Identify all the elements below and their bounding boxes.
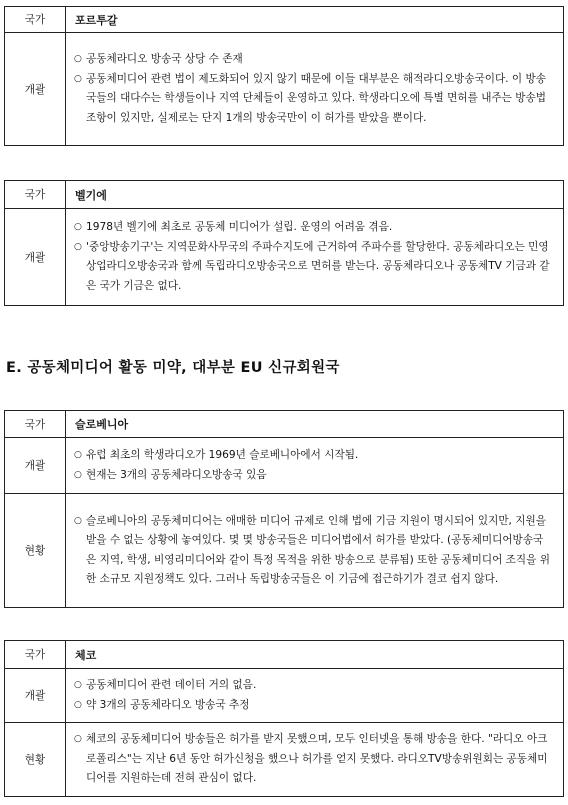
country-header-label: 국가	[5, 411, 66, 438]
bullet-icon: ○	[74, 73, 82, 84]
bullet-item: ○ 유럽 최초의 학생라디오가 1969년 슬로베니아에서 시작됨.	[74, 446, 553, 466]
bullet-icon: ○	[74, 734, 82, 745]
country-name: 체코	[66, 641, 564, 669]
country-table-belgium	[4, 180, 564, 306]
row-label: 현황	[5, 494, 66, 608]
bullet-icon: ○	[74, 222, 82, 232]
country-header-label: 국가	[5, 641, 66, 669]
row-content	[66, 209, 564, 306]
bullet-item: ○ 슬로베니아의 공동체미디어는 애매한 미디어 규제로 인해 법에 기금 지원이 명시되어 있지만, 지원을 받을 수 없는 상황에 놓여있다. 몇 몇 방송국들은 미디어법에서 허가를 받았다. (공동체미디어방송국은 지역, 학생, 비영리미디어와 같이 특정 목적을 위한 방송으로 분류됨) 또한 공동체미디어 조직을 위한 소규모 지원정책도 있다. 그러나 독립방송국들은 이 기금에 접근하기가 결코 쉽지 않다.	[74, 512, 553, 590]
bullet-item: ○ 공동체라디오 방송국 상당 수 존재	[74, 50, 553, 70]
bullet-item: ○ 1978년 벨기에 최초로 공동체 미디어가 설립. 운영의 어려움 겪음.	[74, 218, 553, 238]
country-name: 포르투갈	[66, 7, 564, 33]
bullet-item: ○ 약 3개의 공동체라디오 방송국 추정	[74, 696, 553, 716]
section-heading: E. 공동체미디어 활동 미약, 대부분 EU 신규회원국	[6, 360, 340, 376]
bullet-item: ○ '중앙방송기구'는 지역문화사무국의 주파수지도에 근거하여 주파수를 할당한다. 공동체라디오는 민영상업라디오방송국과 함께 독립라디오방송국으로 면허를 받는다. 공동체라디오나 공동체TV 기금과 같은 국가 기금은 없다.	[74, 238, 553, 297]
row-content	[66, 669, 564, 723]
bullet-item: ○ 체코의 공동체미디어 방송들은 허가를 받지 못했으며, 모두 인터넷을 통해 방송을 한다. "라디오 아크로폴리스"는 지난 6년 동안 허가신청을 했으나 허가를 얻지 못했다. 라디오TV방송위원회는 공동체미디어를 지원하는데 전혀 관심이 없다.	[74, 730, 553, 789]
row-label: 개괄	[5, 669, 66, 723]
bullet-icon: ○	[74, 680, 82, 690]
country-header-label: 국가	[5, 181, 66, 209]
bullet-icon: ○	[74, 469, 82, 480]
row-label: 개괄	[5, 438, 66, 494]
bullet-item: ○ 현재는 3개의 공동체라디오방송국 있음	[74, 466, 553, 486]
row-label: 현황	[5, 723, 66, 797]
country-table-portugal	[4, 6, 564, 146]
bullet-item: ○ 공동체미디어 관련 데이터 거의 없음.	[74, 676, 553, 696]
country-table-czech	[4, 640, 564, 797]
row-label: 개괄	[5, 33, 66, 146]
country-name: 벨기에	[66, 181, 564, 209]
row-content	[66, 723, 564, 797]
row-content	[66, 438, 564, 494]
bullet-icon: ○	[74, 450, 82, 460]
bullet-icon: ○	[74, 699, 82, 710]
country-table-slovenia	[4, 410, 564, 608]
bullet-item: ○ 공동체미디어 관련 법이 제도화되어 있지 않기 때문에 이들 대부분은 해적라디오방송국이다. 이 방송국들의 대다수는 학생들이나 지역 단체들이 운영하고 있다. 학생라디오에 특별 면허를 내주는 방송법 조항이 있지만, 실제로는 단지 1개의 방송국만이 이 허가를 받았을 뿐이다.	[74, 70, 553, 129]
bullet-icon: ○	[74, 241, 82, 252]
bullet-icon: ○	[74, 515, 82, 526]
bullet-icon: ○	[74, 54, 82, 64]
row-content	[66, 494, 564, 608]
country-name: 슬로베니아	[66, 411, 564, 438]
row-label: 개괄	[5, 209, 66, 306]
row-content	[66, 33, 564, 146]
country-header-label: 국가	[5, 7, 66, 33]
